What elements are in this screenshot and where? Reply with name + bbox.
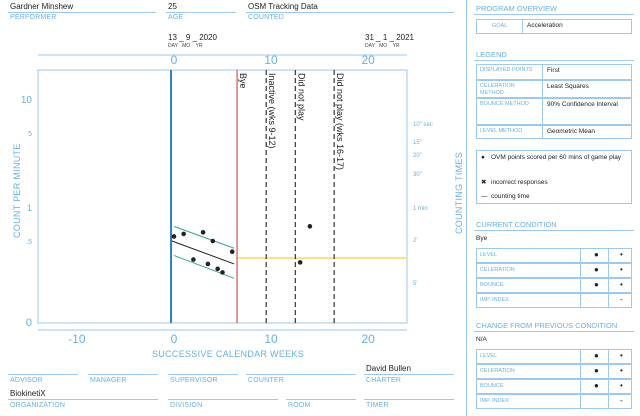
advisor-label: ADVISOR [10, 377, 43, 384]
condition-mark: ● [594, 381, 599, 390]
legend-symbol: ● [481, 154, 485, 161]
current-condition-title: CURRENT CONDITION [476, 220, 557, 229]
y-right-tick-label: 10" sec [413, 122, 433, 128]
cell-divider [542, 125, 543, 139]
phase-label: Did not play (wks 16-17) [335, 73, 346, 171]
end-day: 31 [365, 33, 374, 42]
end-month: 1 [382, 33, 388, 42]
performer-value: Gardner Minshew [10, 2, 74, 11]
cell-divider [608, 379, 609, 394]
goal-value: Acceleration [527, 22, 563, 29]
cell-divider [608, 248, 609, 263]
footer-rule [246, 374, 356, 375]
condition-mark: • [620, 265, 623, 274]
panel-divider [466, 0, 467, 416]
legend-symbol-text: incorrect responses [491, 179, 548, 186]
date-separator: _ [389, 33, 394, 42]
age-value: 25 [168, 2, 177, 11]
footer-rule [168, 399, 278, 400]
celeration-line-lower-bound [174, 255, 234, 278]
y-axis-right-title: COUNTING TIMES [454, 151, 464, 234]
footer-rule [8, 399, 158, 400]
condition-key: BOUNCE [480, 282, 504, 288]
goal-label: GOAL [492, 23, 508, 29]
condition-key: LEVEL [480, 252, 498, 258]
data-point [298, 260, 303, 265]
condition-mark: • [620, 250, 623, 259]
footer-rule [88, 374, 158, 375]
date-label-month: MO [379, 43, 388, 49]
cell-divider [580, 293, 581, 308]
legend-value: First [547, 67, 560, 74]
condition-key: LEVEL [480, 353, 498, 359]
counted-label: COUNTED [248, 14, 285, 21]
date-label-month: MO [182, 43, 191, 49]
data-point [201, 230, 206, 235]
condition-mark: ● [594, 366, 599, 375]
cell-divider [608, 364, 609, 379]
cell-divider [580, 349, 581, 364]
date-label-year: YR [392, 43, 400, 49]
cell-divider [608, 278, 609, 293]
condition-mark: • [620, 280, 623, 289]
cell-divider [608, 293, 609, 308]
charter-value: David Bullen [366, 364, 411, 373]
data-point [230, 249, 235, 254]
date-separator: _ [192, 33, 197, 42]
x-top-tick-label: 20 [361, 53, 375, 67]
cell-divider [608, 394, 609, 409]
manager-label: MANAGER [90, 377, 127, 384]
section-rule [474, 230, 634, 231]
cell-divider [542, 98, 543, 125]
y-right-tick-label: 15" [413, 140, 422, 146]
age-label: AGE [168, 14, 184, 21]
condition-mark: - [620, 396, 623, 405]
data-point [172, 234, 177, 239]
y-tick-label: 1 [26, 203, 32, 213]
cell-divider [608, 349, 609, 364]
organization-value: BiokinetiX [10, 389, 46, 398]
legend-key: DISPLAYED POINTS [480, 67, 533, 73]
data-point [181, 232, 186, 237]
phase-label: Inactive (wks 9-12) [267, 73, 278, 149]
y-axis-title: COUNT PER MINUTE [12, 143, 22, 238]
condition-mark: - [620, 295, 623, 304]
chart-frame [38, 70, 407, 323]
condition-mark: ● [594, 280, 599, 289]
x-tick-label: -10 [68, 332, 86, 346]
performer-label: PERFORMER [10, 14, 57, 21]
section-rule [474, 60, 634, 61]
cell-divider [542, 64, 543, 80]
legend-value: Least Squares [547, 83, 589, 90]
y-right-tick-label: 2' [413, 238, 418, 244]
data-point [206, 262, 211, 267]
change-condition-value: N/A [476, 336, 487, 343]
x-tick-label: 0 [170, 332, 178, 346]
condition-mark: • [620, 381, 623, 390]
cell-divider [580, 379, 581, 394]
x-axis-title: SUCCESSIVE CALENDAR WEEKS [152, 349, 305, 359]
change-condition-title: CHANGE FROM PREVIOUS CONDITION [476, 321, 618, 330]
section-rule [474, 14, 634, 15]
y-tick-label: 0 [25, 317, 32, 329]
counter-label: COUNTER [248, 377, 285, 384]
cell-divider [580, 263, 581, 278]
condition-key: BOUNCE [480, 383, 504, 389]
y-right-tick-label: 20" [413, 153, 422, 159]
footer-rule [364, 374, 454, 375]
condition-mark: • [620, 351, 623, 360]
legend-symbol: ✖ [481, 179, 487, 186]
condition-mark: ● [594, 250, 599, 259]
start-day: 13 [168, 33, 177, 42]
condition-key: IMP. INDEX [480, 398, 509, 404]
footer-rule [168, 374, 238, 375]
program-overview-title: PROGRAM OVERVIEW [476, 4, 558, 13]
cell-divider [542, 80, 543, 98]
footer-rule [286, 399, 356, 400]
cell-divider [580, 278, 581, 293]
condition-key: CELERATION [480, 267, 515, 273]
x-top-tick-label: 0 [170, 53, 178, 67]
condition-key: CELERATION [480, 368, 515, 374]
section-rule [474, 331, 634, 332]
organization-label: ORGANIZATION [10, 402, 66, 409]
date-label-day: DAY [365, 43, 375, 49]
legend-symbol-text: counting time [491, 193, 530, 200]
legend-key: LEVEL METHOD [480, 128, 523, 134]
y-tick-label: 5 [28, 131, 32, 138]
phase-label: Bye [238, 73, 249, 89]
legend-value: 90% Confidence Interval [547, 101, 618, 108]
timer-label: TIMER [366, 402, 389, 409]
date-label-day: DAY [168, 43, 178, 49]
end-year: 2021 [396, 33, 414, 42]
data-point [220, 270, 225, 275]
y-tick-label: 10 [20, 95, 32, 106]
condition-mark: ● [594, 351, 599, 360]
start-year: 2020 [199, 33, 217, 42]
cell-divider [608, 263, 609, 278]
legend-symbol-text: OVM points scored per 60 mins of game play [491, 154, 622, 161]
phase-label: Did not play [296, 73, 307, 121]
condition-mark: • [620, 366, 623, 375]
footer-rule [8, 374, 78, 375]
date-separator: _ [376, 33, 381, 42]
charter-label: CHARTER [366, 377, 402, 384]
cell-divider [580, 394, 581, 409]
cell-divider [522, 19, 523, 34]
room-label: ROOM [288, 402, 311, 409]
legend-key: CELERATION METHOD [480, 83, 515, 96]
y-right-tick-label: 5' [413, 281, 418, 287]
y-right-tick-label: 1 min [413, 206, 428, 212]
x-tick-label: 10 [264, 332, 278, 346]
date-label-year: YR [195, 43, 203, 49]
legend-symbol: — [481, 193, 488, 200]
y-right-tick-label: 30" [413, 172, 422, 178]
legend-value: Geometric Mean [547, 128, 596, 135]
current-condition-value: Bye [476, 235, 488, 242]
cell-divider [580, 364, 581, 379]
data-point [191, 257, 196, 262]
y-tick-label: .5 [26, 239, 32, 246]
x-top-tick-label: 10 [264, 53, 278, 67]
division-label: DIVISION [170, 402, 203, 409]
data-point [215, 267, 220, 272]
data-point [210, 239, 215, 244]
legend-key: BOUNCE METHOD [480, 101, 529, 107]
start-month: 9 [185, 33, 191, 42]
condition-key: IMP. INDEX [480, 297, 509, 303]
cell-divider [580, 248, 581, 263]
supervisor-label: SUPERVISOR [170, 377, 218, 384]
condition-mark: ● [594, 265, 599, 274]
counted-value: OSM Tracking Data [248, 2, 318, 11]
date-separator: _ [179, 33, 184, 42]
data-point [308, 224, 313, 229]
x-tick-label: 20 [361, 332, 375, 346]
legend-title: LEGEND [476, 50, 507, 59]
footer-rule [364, 399, 454, 400]
